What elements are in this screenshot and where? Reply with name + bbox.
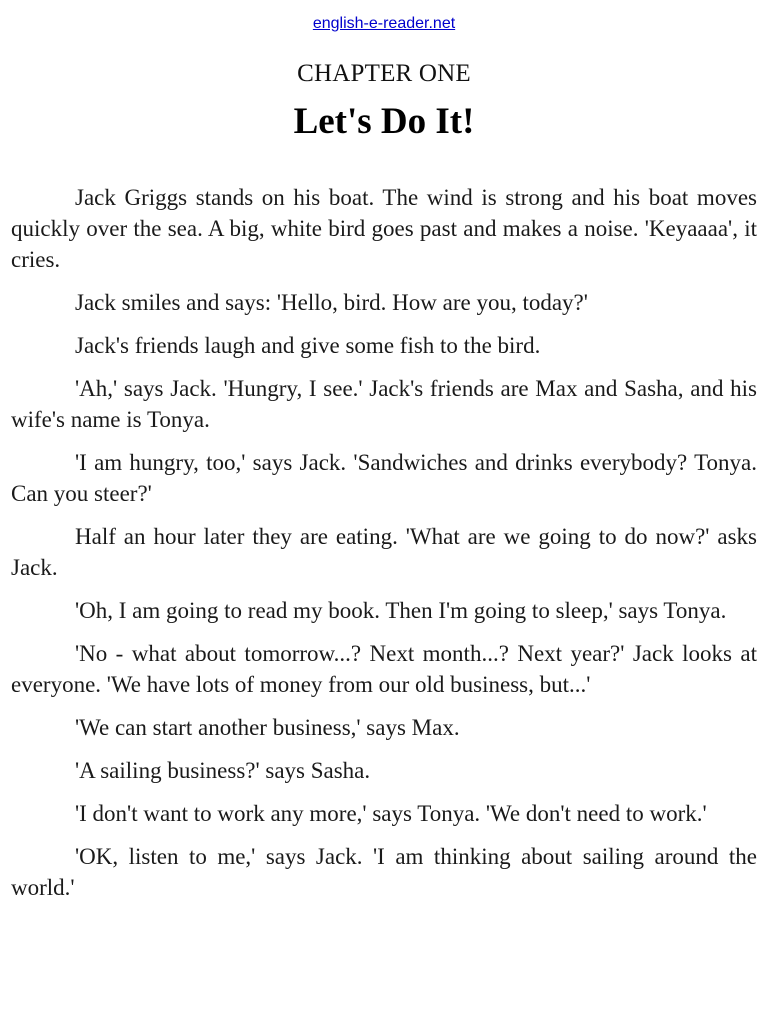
- story-text: [11, 182, 757, 903]
- paragraph: Jack's friends laugh and give some fish to the bird.: [75, 333, 541, 358]
- paragraph: Half an hour later they are eating. 'What are we going to do now?' asks Jack.: [11, 524, 757, 580]
- paragraph: Jack Griggs stands on his boat. The wind is strong and his boat moves quickly over the sea. A big, white bird goes past and makes a noise. 'Keyaaaa', it cries.: [11, 185, 757, 272]
- chapter-title: Let's Do It!: [293, 101, 475, 142]
- paragraph: Jack smiles and says: 'Hello, bird. How are you, today?': [75, 290, 588, 315]
- paragraph: 'Oh, I am going to read my book. Then I'm going to sleep,' says Tonya.: [75, 598, 727, 623]
- site-link[interactable]: english-e-reader.net: [312, 15, 456, 32]
- paragraph: 'A sailing business?' says Sasha.: [75, 758, 371, 783]
- paragraph: 'No - what about tomorrow...? Next month...? Next year?' Jack looks at everyone. 'We have lots of money from our old business, but...': [11, 641, 757, 697]
- paragraph: 'I don't want to work any more,' says Tonya. 'We don't need to work.': [75, 801, 707, 826]
- paragraph: 'Ah,' says Jack. 'Hungry, I see.' Jack's friends are Max and Sasha, and his wife's name is Tonya.: [11, 376, 757, 432]
- chapter-label: CHAPTER ONE: [297, 60, 471, 87]
- paragraph: 'OK, listen to me,' says Jack. 'I am thinking about sailing around the world.': [11, 844, 757, 900]
- paragraph: 'I am hungry, too,' says Jack. 'Sandwiches and drinks everybody? Tonya. Can you steer?': [11, 450, 757, 506]
- paragraph: 'We can start another business,' says Max.: [75, 715, 460, 740]
